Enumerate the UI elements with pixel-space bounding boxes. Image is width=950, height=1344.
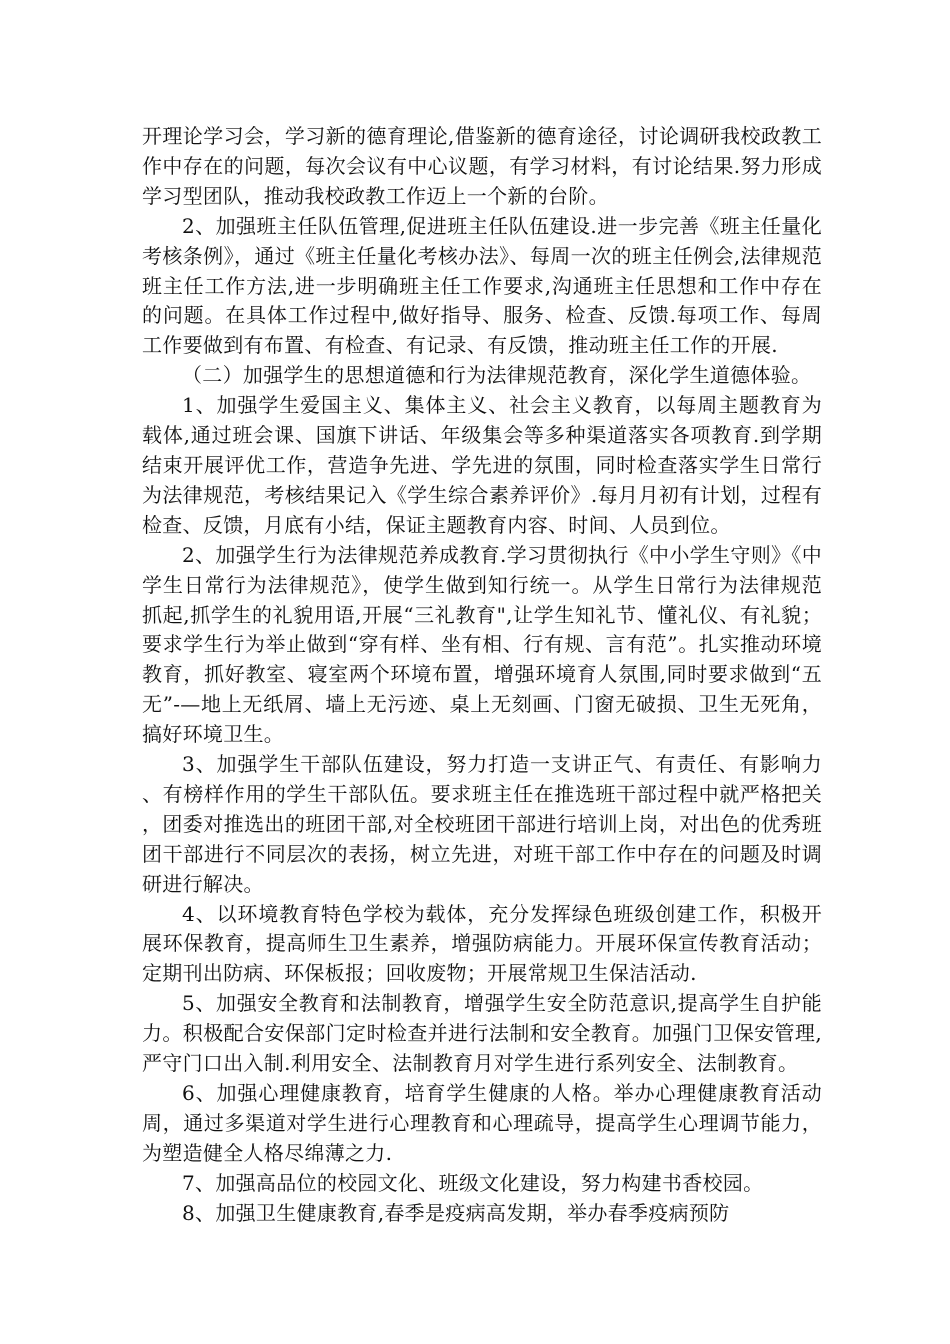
paragraph-8: 6、加强心理健康教育，培育学生健康的人格。举办心理健康教育活动周，通过多渠道对学生进行心理教育和心理疏导，提高学生心理调节能力，为塑造健全人格尽绵薄之力. <box>142 1081 822 1165</box>
paragraph-10: 8、加强卫生健康教育,春季是疫病高发期，举办春季疫病预防 <box>182 1200 730 1225</box>
paragraph-3: 1、加强学生爱国主义、集体主义、社会主义教育，以每周主题教育为载体,通过班会课、国旗下讲话、年级集会等多种渠道落实各项教育.到学期结束开展评优工作，营造争先进、学先进的氛围，同时检查落实学生日常行为法律规范，考核结果记入《学生综合素养评价》.每月月初有计划，过程有检查、反馈，月底有小结，保证主题教育内容、时间、人员到位。 <box>142 393 822 537</box>
paragraph-4: 2、加强学生行为法律规范养成教育.学习贯彻执行《中小学生守则》《中学生日常行为法律规范》，使学生做到知行统一。从学生日常行为法律规范抓起,抓学生的礼貌用语,开展“三礼教育",让学生知礼节、懂礼仪、有礼貌；要求学生行为举止做到“穿有样、坐有相、行有规、言有范”。扎实推动环境教育，抓好教室、寝室两个环境布置，增强环境育人氛围,同时要求做到“五无”-—地上无纸屑、墙上无污迹、桌上无刻画、门窗无破损、卫生无死角，搞好环境卫生。 <box>142 542 822 747</box>
paragraph-7: 5、加强安全教育和法制教育，增强学生安全防范意识,提高学生自护能力。积极配合安保部门定时检查并进行法制和安全教育。加强门卫保安管理,严守门口出入制.利用安全、法制教育月对学生进行系列安全、法制教育。 <box>142 991 822 1076</box>
paragraph-5: 3、加强学生干部队伍建设，努力打造一支讲正气、有责任、有影响力、有榜样作用的学生干部队伍。要求班主任在推选班干部过程中就严格把关，团委对推选出的班团干部,对全校班团干部进行培训上岗，对出色的优秀班团干部进行不同层次的表扬，树立先进，对班干部工作中存在的问题及时调研进行解决。 <box>142 752 822 896</box>
document-page <box>142 122 822 1229</box>
paragraph-9: 7、加强高品位的校园文化、班级文化建设，努力构建书香校园。 <box>182 1170 764 1195</box>
paragraph-2: 2、加强班主任队伍管理,促进班主任队伍建设.进一步完善《班主任量化考核条例》，通过《班主任量化考核办法》、每周一次的班主任例会,法律规范班主任工作方法,进一步明确班主任工作要求,沟通班主任思想和工作中存在的问题。在具体工作过程中,做好指导、服务、检查、反馈.每项工作、每周工作要做到有布置、有检查、有记录、有反馈，推动班主任工作的开展. <box>142 213 822 358</box>
paragraph-6: 4、以环境教育特色学校为载体，充分发挥绿色班级创建工作，积极开展环保教育，提高师生卫生素养，增强防病能力。开展环保宣传教育活动；定期刊出防病、环保板报；回收废物；开展常规卫生保洁活动. <box>142 901 822 986</box>
section-heading-2: （二）加强学生的思想道德和行为法律规范教育，深化学生道德体验。 <box>182 363 812 388</box>
paragraph-1: 开理论学习会，学习新的德育理论,借鉴新的德育途径，讨论调研我校政教工作中存在的问题，每次会议有中心议题，有学习材料，有讨论结果.努力形成学习型团队，推动我校政教工作迈上一个新的台阶。 <box>142 124 822 208</box>
